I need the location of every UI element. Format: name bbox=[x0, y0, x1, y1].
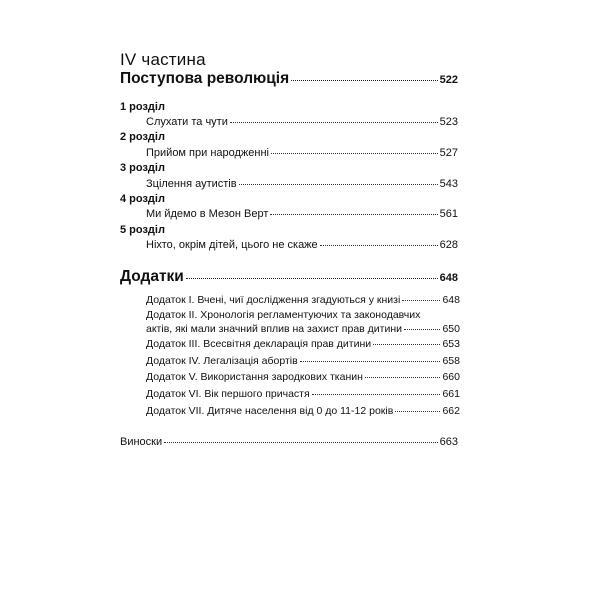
notes-title: Виноски bbox=[120, 436, 163, 448]
page-number: 662 bbox=[442, 405, 460, 417]
notes-entry bbox=[120, 436, 458, 448]
section-entry bbox=[146, 116, 458, 128]
appendices-title-row bbox=[120, 268, 458, 286]
appendix-entry bbox=[146, 338, 460, 350]
appendix-entry bbox=[146, 388, 460, 400]
page-number: 658 bbox=[442, 355, 460, 367]
page-number: 663 bbox=[439, 436, 458, 448]
page-number: 561 bbox=[439, 208, 458, 220]
dot-leader bbox=[373, 344, 440, 345]
section-heading: 2 розділ bbox=[120, 131, 165, 143]
section-heading: 3 розділ bbox=[120, 162, 165, 174]
appendices-title: Додатки bbox=[120, 268, 184, 285]
appendix-title: Додаток VII. Дитяче населення від 0 до 11-12 років bbox=[146, 405, 394, 417]
part-title: Поступова революція bbox=[120, 70, 290, 87]
appendix-entry bbox=[146, 405, 460, 417]
appendix-title: Додаток IV. Легалізація абортів bbox=[146, 355, 298, 367]
appendix-entry bbox=[146, 355, 460, 367]
part-label: IV частина bbox=[120, 50, 206, 69]
page-number: 543 bbox=[439, 178, 458, 190]
page-number: 648 bbox=[442, 294, 460, 306]
section-title: Прийом при народженні bbox=[146, 147, 269, 159]
page-number: 660 bbox=[442, 371, 460, 383]
dot-leader bbox=[312, 394, 441, 395]
page-number: 650 bbox=[442, 323, 460, 335]
page-number: 522 bbox=[439, 74, 458, 86]
section-entry bbox=[146, 239, 458, 251]
section-entry bbox=[146, 178, 458, 190]
appendix-entry bbox=[146, 308, 460, 336]
dot-leader bbox=[404, 329, 440, 330]
appendix-entry bbox=[146, 371, 460, 383]
page-number: 653 bbox=[442, 338, 460, 350]
dot-leader bbox=[230, 122, 438, 123]
dot-leader bbox=[186, 278, 438, 279]
dot-leader bbox=[164, 442, 438, 443]
section-heading: 4 розділ bbox=[120, 193, 165, 205]
dot-leader bbox=[271, 153, 438, 154]
page-number: 661 bbox=[442, 388, 460, 400]
section-title: Зцілення аутистів bbox=[146, 178, 237, 190]
dot-leader bbox=[402, 300, 440, 301]
appendix-title: Додаток VI. Вік першого причастя bbox=[146, 388, 310, 400]
section-heading: 1 розділ bbox=[120, 101, 165, 113]
dot-leader bbox=[300, 361, 441, 362]
dot-leader bbox=[320, 245, 438, 246]
appendix-entry bbox=[146, 294, 460, 306]
section-entry bbox=[146, 208, 458, 220]
part-title-row bbox=[120, 70, 458, 88]
section-entry bbox=[146, 147, 458, 159]
page-number: 648 bbox=[439, 272, 458, 284]
appendix-title: Додаток III. Всесвітня декларація прав дитини bbox=[146, 338, 372, 350]
appendix-title: Додаток V. Використання зародкових тканин bbox=[146, 371, 363, 383]
appendix-title-line1: Додаток II. Хронологія регламентуючих та законодавчих bbox=[146, 309, 421, 321]
dot-leader bbox=[395, 411, 440, 412]
appendix-title-line2-row bbox=[146, 322, 460, 336]
page-number: 523 bbox=[439, 116, 458, 128]
dot-leader bbox=[270, 214, 437, 215]
page-number: 628 bbox=[439, 239, 458, 251]
dot-leader bbox=[239, 184, 438, 185]
dot-leader bbox=[291, 80, 437, 81]
appendix-title-line2: актів, які мали значний вплив на захист прав дитини bbox=[146, 323, 402, 335]
section-title: Ніхто, окрім дітей, цього не скаже bbox=[146, 239, 318, 251]
appendix-title: Додаток I. Вчені, чиї дослідження згадуються у книзі bbox=[146, 294, 401, 306]
page-number: 527 bbox=[439, 147, 458, 159]
section-title: Ми йдемо в Мезон Верт bbox=[146, 208, 269, 220]
dot-leader bbox=[365, 377, 441, 378]
section-heading: 5 розділ bbox=[120, 224, 165, 236]
section-title: Слухати та чути bbox=[146, 116, 228, 128]
